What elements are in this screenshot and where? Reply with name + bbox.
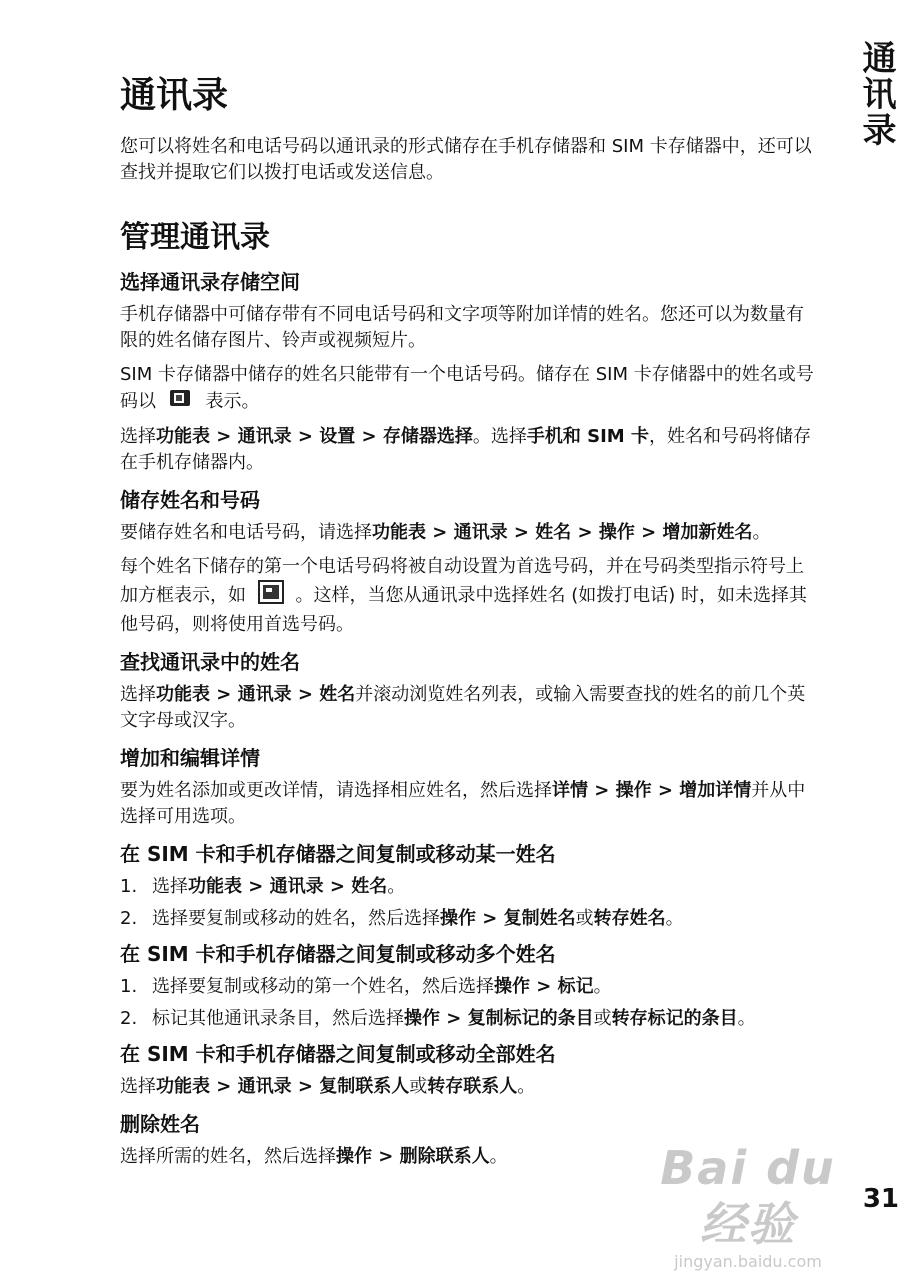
menu-path: 操作 > 复制姓名 <box>440 908 576 929</box>
heading-copy-multiple: 在 SIM 卡和手机存储器之间复制或移动多个姓名 <box>120 942 556 966</box>
text-run: 或 <box>575 908 594 929</box>
heading-storage-space: 选择通讯录存储空间 <box>120 270 300 294</box>
text-run: 标记其他通讯录条目，然后选择 <box>152 1008 404 1029</box>
text-run: ，姓名和号码将储存在手机存储器内。 <box>120 426 811 473</box>
list-item <box>120 1006 820 1032</box>
watermark-brand: Bai du 经验 <box>660 1141 836 1251</box>
text-run: 。 <box>665 908 684 929</box>
option-label: 转存标记的条目 <box>611 1008 738 1029</box>
menu-path: 功能表 > 通讯录 > 姓名 <box>188 876 388 897</box>
menu-path: 操作 > 删除联系人 <box>336 1146 490 1167</box>
page-title: 通讯录 <box>120 75 229 116</box>
heading-find-name: 查找通讯录中的姓名 <box>120 650 300 674</box>
text-run: 要为姓名添加或更改详情，请选择相应姓名，然后选择 <box>120 780 552 801</box>
text-run: 。 <box>752 522 771 543</box>
option-label: 转存姓名 <box>593 908 666 929</box>
text-run: 。 <box>387 876 406 897</box>
text-run: 。 <box>517 1076 536 1097</box>
text-run: 并滚动浏览姓名列表，或输入需要查找的姓名的前几个英文字母或汉字。 <box>120 684 806 731</box>
save-paragraph-2 <box>120 554 820 638</box>
find-paragraph <box>120 682 820 734</box>
step-number: 1. <box>120 876 138 897</box>
heading-save-name: 储存姓名和号码 <box>120 488 260 512</box>
menu-path: 功能表 > 通讯录 > 姓名 > 操作 > 增加新姓名 <box>372 522 753 543</box>
step-number: 2. <box>120 908 138 929</box>
list-item <box>120 974 820 1000</box>
watermark-url: jingyan.baidu.com <box>674 1252 822 1271</box>
details-paragraph <box>120 778 820 830</box>
save-paragraph-1 <box>120 520 820 546</box>
text-run: 要储存姓名和电话号码，请选择 <box>120 522 372 543</box>
text-run: 选择 <box>120 684 156 705</box>
text-run: 。选择 <box>472 426 527 447</box>
copy-multiple-steps <box>120 974 820 1032</box>
step-number: 2. <box>120 1008 138 1029</box>
text-run: 或 <box>409 1076 428 1097</box>
storage-paragraph-1: 手机存储器中可储存带有不同电话号码和文字项等附加详情的姓名。您还可以为数量有限的姓名储存图片、铃声或视频短片。 <box>120 304 804 351</box>
page-number: 31 <box>862 1184 899 1214</box>
default-number-icon <box>258 580 284 612</box>
text-run: 。 <box>593 976 612 997</box>
sim-card-icon <box>168 388 194 416</box>
text-run: 并从中选择可用选项。 <box>120 780 806 827</box>
menu-path: 功能表 > 通讯录 > 姓名 <box>156 684 356 705</box>
heading-copy-one: 在 SIM 卡和手机存储器之间复制或移动某一姓名 <box>120 842 556 866</box>
heading-add-edit-details: 增加和编辑详情 <box>120 746 260 770</box>
text-run: 选择 <box>152 876 188 897</box>
menu-path: 操作 > 复制标记的条目 <box>404 1008 594 1029</box>
text-run: 选择 <box>120 426 156 447</box>
text-run: 选择 <box>120 1076 156 1097</box>
list-item <box>120 874 820 900</box>
heading-delete-name: 删除姓名 <box>120 1112 200 1136</box>
baidu-watermark <box>633 1140 863 1271</box>
storage-p2-text-b: 表示。 <box>205 391 260 412</box>
page-content <box>120 72 820 1178</box>
menu-path: 功能表 > 通讯录 > 设置 > 存储器选择 <box>156 426 473 447</box>
text-run: 或 <box>593 1008 612 1029</box>
menu-path: 功能表 > 通讯录 > 复制联系人 <box>156 1076 410 1097</box>
copy-all-paragraph <box>120 1074 820 1100</box>
heading-copy-all: 在 SIM 卡和手机存储器之间复制或移动全部姓名 <box>120 1042 556 1066</box>
list-item <box>120 906 820 932</box>
save-p2-text-b: 。这样，当您从通讯录中选择姓名 (如拨打电话) 时，如未选择其他号码，则将使用首选号码。 <box>120 585 807 635</box>
storage-paragraph-2 <box>120 362 820 416</box>
text-run: 选择所需的姓名，然后选择 <box>120 1146 336 1167</box>
menu-path: 详情 > 操作 > 增加详情 <box>552 780 752 801</box>
step-number: 1. <box>120 976 138 997</box>
copy-one-steps <box>120 874 820 932</box>
section-title: 管理通讯录 <box>120 220 270 255</box>
storage-p2-text-a: SIM 卡存储器中储存的姓名只能带有一个电话号码。储存在 SIM 卡存储器中的姓名或号码以 <box>120 364 814 412</box>
menu-path: 操作 > 标记 <box>494 976 594 997</box>
save-p2-text-a: 每个姓名下储存的第一个电话号码将被自动设置为首选号码，并在号码类型指示符号上加方框表示，如 <box>120 556 804 606</box>
text-run: 。 <box>489 1146 508 1167</box>
intro-paragraph: 您可以将姓名和电话号码以通讯录的形式储存在手机存储器和 SIM 卡存储器中，还可以查找并提取它们以拨打电话或发送信息。 <box>120 136 812 183</box>
option-label: 转存联系人 <box>427 1076 518 1097</box>
storage-paragraph-3 <box>120 424 820 476</box>
text-run: 。 <box>737 1008 756 1029</box>
text-run: 选择要复制或移动的第一个姓名，然后选择 <box>152 976 494 997</box>
text-run: 选择要复制或移动的姓名，然后选择 <box>152 908 440 929</box>
side-tab-label: 通讯录 <box>856 40 896 148</box>
option-label: 手机和 SIM 卡 <box>526 426 649 447</box>
